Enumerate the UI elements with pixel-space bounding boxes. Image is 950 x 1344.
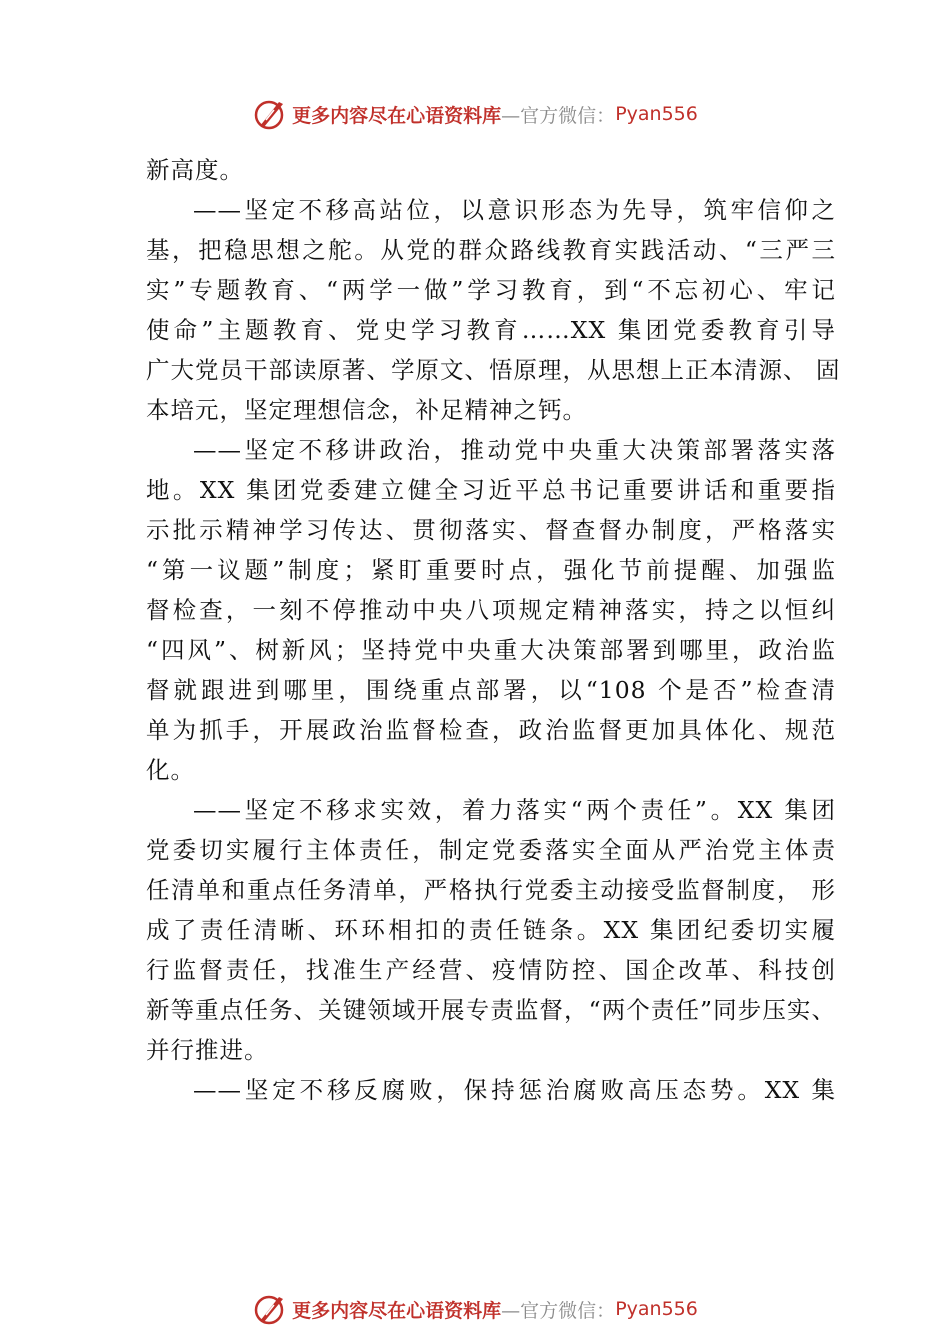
text-line: 党委切实履行主体责任，制定党委落实全面从严治党主体责: [146, 836, 836, 864]
footer-banner: [0, 1289, 950, 1329]
text-line: 化。: [146, 756, 195, 784]
text-line: 督就跟进到哪里，围绕重点部署，以“108 个是否”检查清: [146, 676, 836, 704]
text-line: ——坚定不移高站位，以意识形态为先导，筑牢信仰之: [193, 196, 836, 224]
text-line: 使命”主题教育、党史学习教育……XX 集团党委教育引导: [146, 316, 836, 344]
text-line: 新等重点任务、关键领域开展专责监督，“两个责任”同步压实、: [146, 996, 836, 1024]
text-line: 示批示精神学习传达、贯彻落实、督查督办制度，严格落实: [146, 516, 836, 544]
text-line: ——坚定不移反腐败，保持惩治腐败高压态势。XX 集: [193, 1076, 836, 1104]
text-line: 实”专题教育、“两学一做”学习教育，到“不忘初心、牢记: [146, 276, 836, 304]
text-line: 任清单和重点任务清单，严格执行党委主动接受监督制度， 形: [146, 876, 836, 904]
text-line: 督检查，一刻不停推动中央八项规定精神落实，持之以恒纠: [146, 596, 836, 624]
banner-handle: Pyan556: [615, 1298, 698, 1320]
text-line: ——坚定不移讲政治，推动党中央重大决策部署落实落: [193, 436, 836, 464]
quill-logo-icon: [252, 96, 288, 132]
text-line: 成了责任清晰、环环相扣的责任链条。XX 集团纪委切实履: [146, 916, 836, 944]
text-line: 行监督责任，找准生产经营、疫情防控、国企改革、科技创: [146, 956, 836, 984]
text-line: 广大党员干部读原著、学原文、悟原理，从思想上正本清源、 固: [146, 356, 841, 384]
text-line: “第一议题”制度；紧盯重要时点，强化节前提醒、加强监: [146, 556, 836, 584]
text-line: 地。XX 集团党委建立健全习近平总书记重要讲话和重要指: [146, 476, 836, 504]
text-line: 并行推进。: [146, 1036, 269, 1064]
banner-red-text: 更多内容尽在心语资料库: [292, 1299, 502, 1322]
document-body: [146, 150, 841, 1110]
text-line: ——坚定不移求实效，着力落实“两个责任”。XX 集团: [193, 796, 836, 824]
quill-logo-icon: [252, 1291, 288, 1327]
text-line: 基，把稳思想之舵。从党的群众路线教育实践活动、“三严三: [146, 236, 836, 264]
banner-gray-text: —官方微信：: [501, 104, 616, 127]
text-line: 新高度。: [146, 156, 244, 184]
banner-gray-text: —官方微信：: [501, 1299, 616, 1322]
text-line: 单为抓手，开展政治监督检查，政治监督更加具体化、规范: [146, 716, 836, 744]
text-line: “四风”、树新风；坚持党中央重大决策部署到哪里，政治监: [146, 636, 836, 664]
text-line: 本培元，坚定理想信念，补足精神之钙。: [146, 396, 587, 424]
header-banner: [0, 94, 950, 134]
banner-red-text: 更多内容尽在心语资料库: [292, 104, 502, 127]
banner-handle: Pyan556: [615, 103, 698, 125]
